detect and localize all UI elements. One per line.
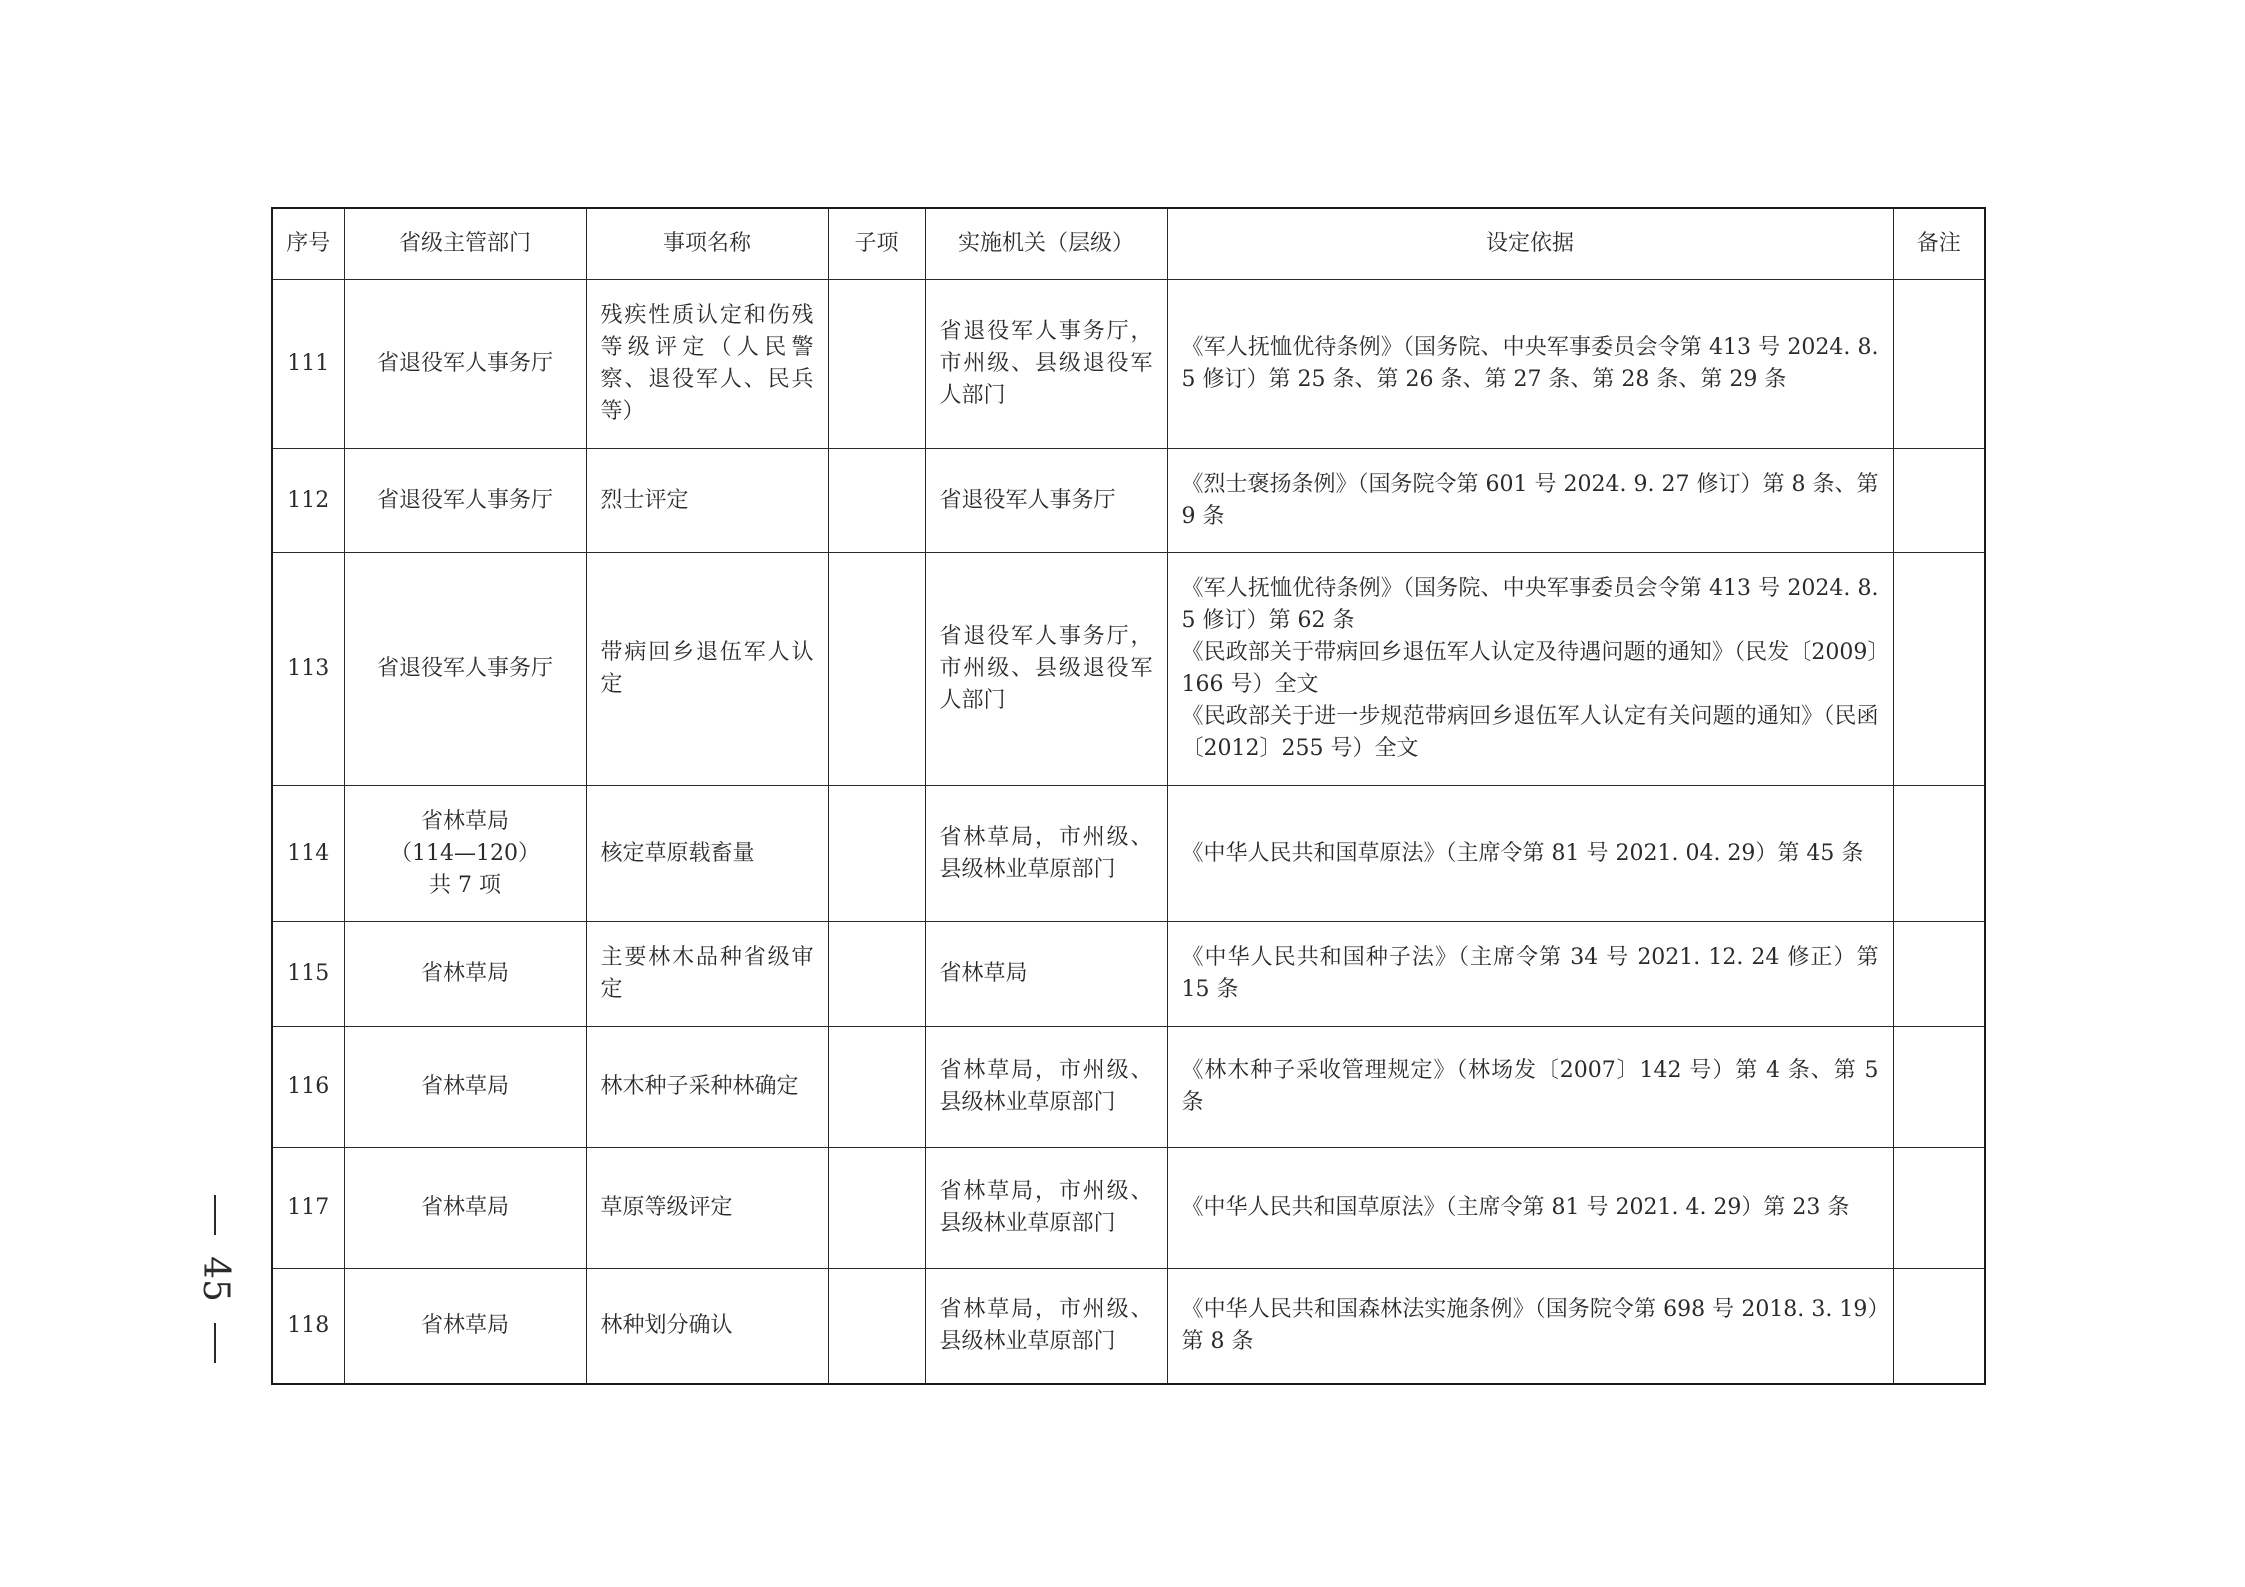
cell-sub-item xyxy=(828,553,925,786)
page-number-dash-bottom xyxy=(214,1323,216,1363)
cell-department xyxy=(344,1148,586,1269)
basis-line: 《林木种子采收管理规定》（林场发〔2007〕142 号）第 4 条、第 5 条 xyxy=(1181,1058,1879,1115)
basis-line: 《民政部关于带病回乡退伍军人认定及待遇问题的通知》（民发〔2009〕166 号）全文 xyxy=(1181,640,1879,697)
cell-item-name: 残疾性质认定和伤残等级评定（人民警察、退役军人、民兵等） xyxy=(586,280,828,449)
cell-item-name: 草原等级评定 xyxy=(586,1148,828,1269)
cell-item-name: 林木种子采种林确定 xyxy=(586,1027,828,1148)
header-department: 省级主管部门 xyxy=(344,208,586,280)
header-agency: 实施机关（层级） xyxy=(925,208,1167,280)
basis-line: 《民政部关于进一步规范带病回乡退伍军人认定有关问题的通知》（民函〔2012〕255 号）全文 xyxy=(1181,704,1879,761)
cell-department xyxy=(344,1027,586,1148)
cell-serial: 111 xyxy=(272,280,344,449)
cell-remarks xyxy=(1893,922,1985,1027)
cell-serial: 117 xyxy=(272,1148,344,1269)
table-row xyxy=(272,922,1985,1027)
cell-remarks xyxy=(1893,786,1985,922)
cell-serial: 118 xyxy=(272,1269,344,1385)
department-line: 省退役军人事务厅 xyxy=(376,656,553,681)
cell-agency: 省林草局，市州级、县级林业草原部门 xyxy=(925,786,1167,922)
cell-serial: 116 xyxy=(272,1027,344,1148)
cell-agency: 省退役军人事务厅，市州级、县级退役军人部门 xyxy=(925,280,1167,449)
cell-legal-basis xyxy=(1167,922,1893,1027)
cell-department xyxy=(344,786,586,922)
table-row xyxy=(272,1148,1985,1269)
cell-serial: 113 xyxy=(272,553,344,786)
cell-sub-item xyxy=(828,1148,925,1269)
cell-legal-basis xyxy=(1167,280,1893,449)
department-range: （114—120） xyxy=(390,840,540,866)
cell-agency: 省退役军人事务厅，市州级、县级退役军人部门 xyxy=(925,553,1167,786)
header-remarks: 备注 xyxy=(1893,208,1985,280)
basis-line: 《军人抚恤优待条例》（国务院、中央军事委员会令第 413 号 2024. 8. 5 修订）第 25 条、第 26 条、第 27 条、第 28 条、第 29 条 xyxy=(1181,335,1879,392)
basis-line: 《烈士褒扬条例》（国务院令第 601 号 2024. 9. 27 修订）第 8 条、第 9 条 xyxy=(1181,471,1879,529)
cell-department xyxy=(344,280,586,449)
document-table-container xyxy=(271,207,1984,1385)
cell-agency: 省退役军人事务厅 xyxy=(925,449,1167,553)
cell-item-name: 核定草原载畜量 xyxy=(586,786,828,922)
page-number xyxy=(185,1195,245,1365)
cell-sub-item xyxy=(828,280,925,449)
cell-legal-basis xyxy=(1167,1027,1893,1148)
cell-sub-item xyxy=(828,1269,925,1385)
cell-legal-basis xyxy=(1167,449,1893,553)
cell-department xyxy=(344,1269,586,1385)
cell-legal-basis xyxy=(1167,786,1893,922)
cell-sub-item xyxy=(828,1027,925,1148)
department-line: 省林草局 xyxy=(420,1074,509,1099)
table-row xyxy=(272,786,1985,922)
cell-agency: 省林草局，市州级、县级林业草原部门 xyxy=(925,1027,1167,1148)
cell-sub-item xyxy=(828,786,925,922)
page-number-value: 45 xyxy=(195,1256,236,1302)
cell-department xyxy=(344,922,586,1027)
department-line: 省林草局 xyxy=(420,1195,509,1220)
table-header-row xyxy=(272,208,1985,280)
cell-department xyxy=(344,449,586,553)
header-sub-item: 子项 xyxy=(828,208,925,280)
cell-remarks xyxy=(1893,1269,1985,1385)
table-row xyxy=(272,553,1985,786)
table-row xyxy=(272,1269,1985,1385)
cell-serial: 115 xyxy=(272,922,344,1027)
basis-line: 《中华人民共和国森林法实施条例》（国务院令第 698 号 2018. 3. 19）第 8 条 xyxy=(1181,1297,1879,1354)
cell-agency: 省林草局，市州级、县级林业草原部门 xyxy=(925,1269,1167,1385)
cell-item-name: 带病回乡退伍军人认定 xyxy=(586,553,828,786)
cell-serial: 112 xyxy=(272,449,344,553)
basis-line: 《军人抚恤优待条例》（国务院、中央军事委员会令第 413 号 2024. 8. 5 修订）第 62 条 xyxy=(1181,576,1879,633)
basis-line: 《中华人民共和国种子法》（主席令第 34 号 2021. 12. 24 修正）第 15 条 xyxy=(1181,945,1879,1002)
cell-serial: 114 xyxy=(272,786,344,922)
table-row xyxy=(272,280,1985,449)
department-line: 省退役军人事务厅 xyxy=(376,487,553,513)
department-line: 省退役军人事务厅 xyxy=(376,351,553,376)
cell-sub-item xyxy=(828,449,925,553)
header-serial: 序号 xyxy=(272,208,344,280)
department-line: 省林草局 xyxy=(420,1313,509,1338)
cell-item-name: 烈士评定 xyxy=(586,449,828,553)
cell-legal-basis xyxy=(1167,1148,1893,1269)
cell-agency: 省林草局 xyxy=(925,922,1167,1027)
department-count: 共 7 项 xyxy=(429,872,501,898)
basis-line: 《中华人民共和国草原法》（主席令第 81 号 2021. 04. 29）第 45 条 xyxy=(1181,840,1864,866)
header-item-name: 事项名称 xyxy=(586,208,828,280)
header-legal-basis: 设定依据 xyxy=(1167,208,1893,280)
cell-remarks xyxy=(1893,280,1985,449)
page-number-dash-top xyxy=(214,1195,216,1235)
cell-remarks xyxy=(1893,449,1985,553)
table-row xyxy=(272,1027,1985,1148)
cell-item-name: 林种划分确认 xyxy=(586,1269,828,1385)
department-line: 省林草局 xyxy=(420,808,509,834)
basis-line: 《中华人民共和国草原法》（主席令第 81 号 2021. 4. 29）第 23 条 xyxy=(1181,1195,1850,1220)
cell-sub-item xyxy=(828,922,925,1027)
table-row xyxy=(272,449,1985,553)
cell-remarks xyxy=(1893,553,1985,786)
administrative-items-table xyxy=(271,207,1986,1385)
cell-agency: 省林草局，市州级、县级林业草原部门 xyxy=(925,1148,1167,1269)
cell-legal-basis xyxy=(1167,553,1893,786)
cell-item-name: 主要林木品种省级审定 xyxy=(586,922,828,1027)
cell-remarks xyxy=(1893,1027,1985,1148)
department-line: 省林草局 xyxy=(420,961,509,986)
cell-remarks xyxy=(1893,1148,1985,1269)
cell-legal-basis xyxy=(1167,1269,1893,1385)
cell-department xyxy=(344,553,586,786)
